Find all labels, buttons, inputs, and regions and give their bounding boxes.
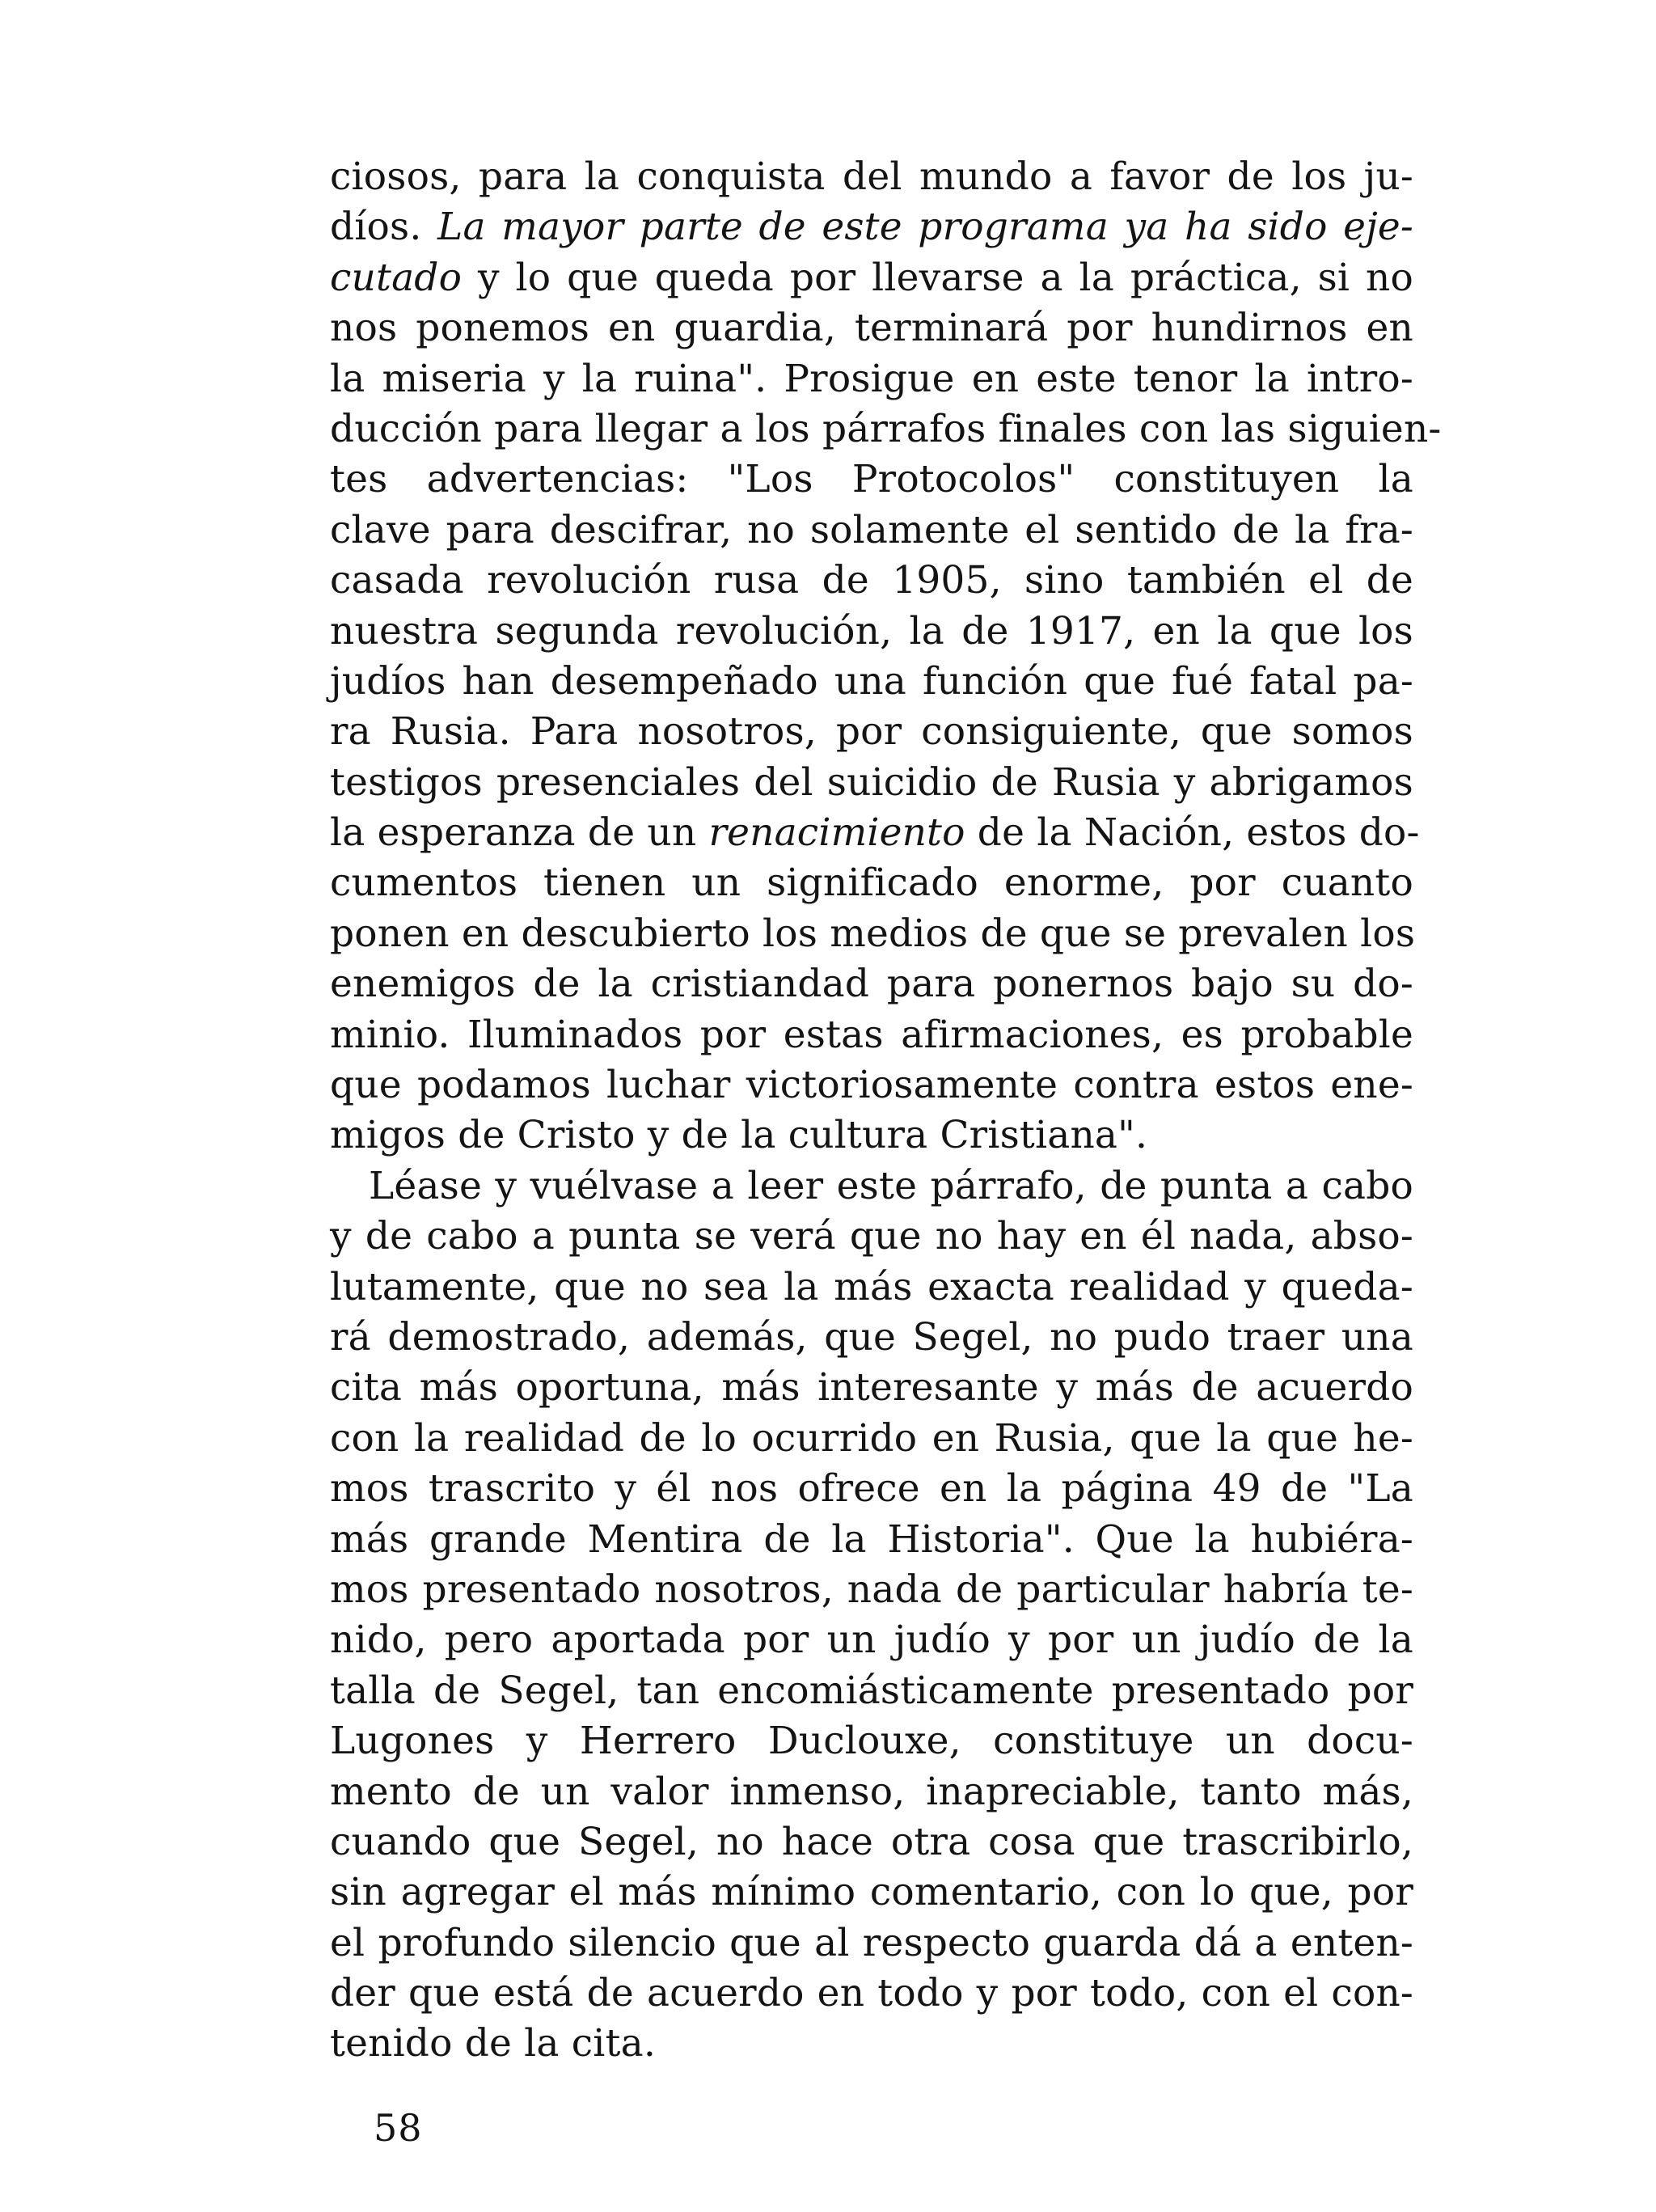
text-segment: rá demostrado, además, que Segel, no pudo traer una	[330, 1314, 1413, 1360]
text-segment: cita más oportuna, más interesante y más de acuerdo	[330, 1365, 1413, 1411]
page-number: 58	[374, 2106, 423, 2150]
text-line	[330, 1666, 1413, 1716]
text-segment: enemigos de la cristiandad para ponernos bajo su do-	[330, 962, 1413, 1007]
text-line	[330, 152, 1413, 202]
text-segment: díos.	[330, 205, 438, 250]
text-segment: que podamos luchar victoriosamente contra estos ene-	[330, 1063, 1413, 1108]
text-line	[330, 354, 1413, 404]
body-text	[330, 152, 1442, 2070]
text-line	[330, 1212, 1413, 1262]
text-segment: migos de Cristo y de la cultura Cristiana".	[330, 1113, 1148, 1158]
text-line	[330, 1313, 1413, 1363]
text-segment: clave para descifrar, no solamente el sentido de la fra-	[330, 507, 1413, 552]
text-line	[330, 1716, 1413, 1766]
text-line	[330, 657, 1413, 707]
text-segment: casada revolución rusa de 1905, sino también el de	[330, 558, 1413, 603]
text-line	[330, 1817, 1413, 1867]
text-line	[330, 808, 1420, 858]
text-segment: nos ponemos en guardia, terminará por hundirnos en	[330, 306, 1413, 351]
text-line	[330, 556, 1413, 606]
text-line	[330, 1615, 1413, 1665]
text-line	[330, 1565, 1413, 1615]
text-segment: de la Nación, estos do-	[965, 810, 1420, 856]
text-line	[330, 404, 1442, 455]
text-line	[330, 1867, 1413, 1918]
text-line	[330, 303, 1413, 353]
text-line	[330, 909, 1416, 959]
text-segment: la miseria y la ruina". Prosigue en este tenor la intro-	[330, 356, 1413, 401]
text-line	[330, 2019, 1413, 2069]
text-line	[330, 1161, 1413, 1212]
text-segment: testigos presenciales del suicidio de Rusia y abrigamos	[330, 759, 1413, 805]
text-segment: der que está de acuerdo en todo y por todo, con el con-	[330, 1971, 1413, 2016]
text-segment: lutamente, que no sea la más exacta realidad y queda-	[330, 1264, 1413, 1309]
text-line	[330, 1767, 1413, 1817]
text-line	[330, 858, 1413, 908]
text-segment: cuando que Segel, no hace otra cosa que trascribirlo,	[330, 1819, 1413, 1864]
text-segment: tes advertencias: "Los Protocolos" constituyen la	[330, 457, 1413, 502]
text-line	[330, 1060, 1413, 1110]
text-segment: el profundo silencio que al respecto guarda dá a enten-	[330, 1920, 1413, 1965]
text-line	[330, 1918, 1413, 1969]
text-line	[330, 253, 1413, 303]
text-segment: mos presentado nosotros, nada de particular habría te-	[330, 1567, 1413, 1612]
text-line	[330, 1969, 1413, 2019]
text-line	[330, 758, 1413, 808]
text-segment: ra Rusia. Para nosotros, por consiguiente, que somos	[330, 709, 1413, 755]
text-segment: mento de un valor inmenso, inapreciable, tanto más,	[330, 1769, 1413, 1814]
italic-text: La mayor parte de este programa ya ha sido eje-	[437, 205, 1413, 250]
text-line	[330, 455, 1413, 505]
text-segment: ducción para llegar a los párrafos finales con las siguien-	[330, 406, 1442, 451]
text-line	[330, 1464, 1413, 1514]
text-segment: nido, pero aportada por un judío y por un judío de la	[330, 1618, 1413, 1663]
text-segment: ponen en descubierto los medios de que se prevalen los	[330, 911, 1416, 956]
text-segment: cumentos tienen un significado enorme, por cuanto	[330, 861, 1413, 906]
text-line	[330, 607, 1413, 657]
italic-text: renacimiento	[708, 810, 965, 856]
text-segment: talla de Segel, tan encomiásticamente presentado por	[330, 1668, 1413, 1713]
text-segment: Lugones y Herrero Duclouxe, constituye un docu-	[330, 1719, 1413, 1764]
text-line	[330, 505, 1413, 556]
text-segment: y de cabo a punta se verá que no hay en él nada, abso-	[330, 1214, 1413, 1259]
text-line	[330, 1515, 1413, 1565]
text-segment: judíos han desempeñado una función que fué fatal pa-	[330, 658, 1413, 704]
text-segment: la esperanza de un	[330, 810, 709, 856]
text-segment: con la realidad de lo ocurrido en Rusia, que la que he-	[330, 1415, 1413, 1461]
text-segment: tenido de la cita.	[330, 2021, 656, 2066]
text-segment: y lo que queda por llevarse a la práctica, si no	[462, 255, 1413, 300]
text-segment: minio. Iluminados por estas afirmaciones, es probable	[330, 1012, 1413, 1057]
text-segment: nuestra segunda revolución, la de 1917, en la que los	[330, 608, 1413, 653]
text-segment: ciosos, para la conquista del mundo a favor de los ju-	[330, 154, 1413, 199]
text-segment: más grande Mentira de la Historia". Que la hubiéra-	[330, 1516, 1413, 1562]
text-line	[330, 1010, 1413, 1060]
text-line	[330, 959, 1413, 1009]
text-segment: sin agregar el más mínimo comentario, con lo que, por	[330, 1870, 1413, 1915]
text-segment: mos trascrito y él nos ofrece en la página 49 de "La	[330, 1466, 1413, 1512]
text-line	[330, 1414, 1413, 1464]
text-line	[330, 707, 1413, 757]
text-line	[330, 1110, 1413, 1161]
italic-text: cutado	[330, 255, 463, 300]
text-line	[330, 1363, 1413, 1413]
text-line	[330, 202, 1413, 252]
text-line	[330, 1262, 1413, 1313]
text-segment: Léase y vuélvase a leer este párrafo, de punta a cabo	[369, 1163, 1413, 1208]
